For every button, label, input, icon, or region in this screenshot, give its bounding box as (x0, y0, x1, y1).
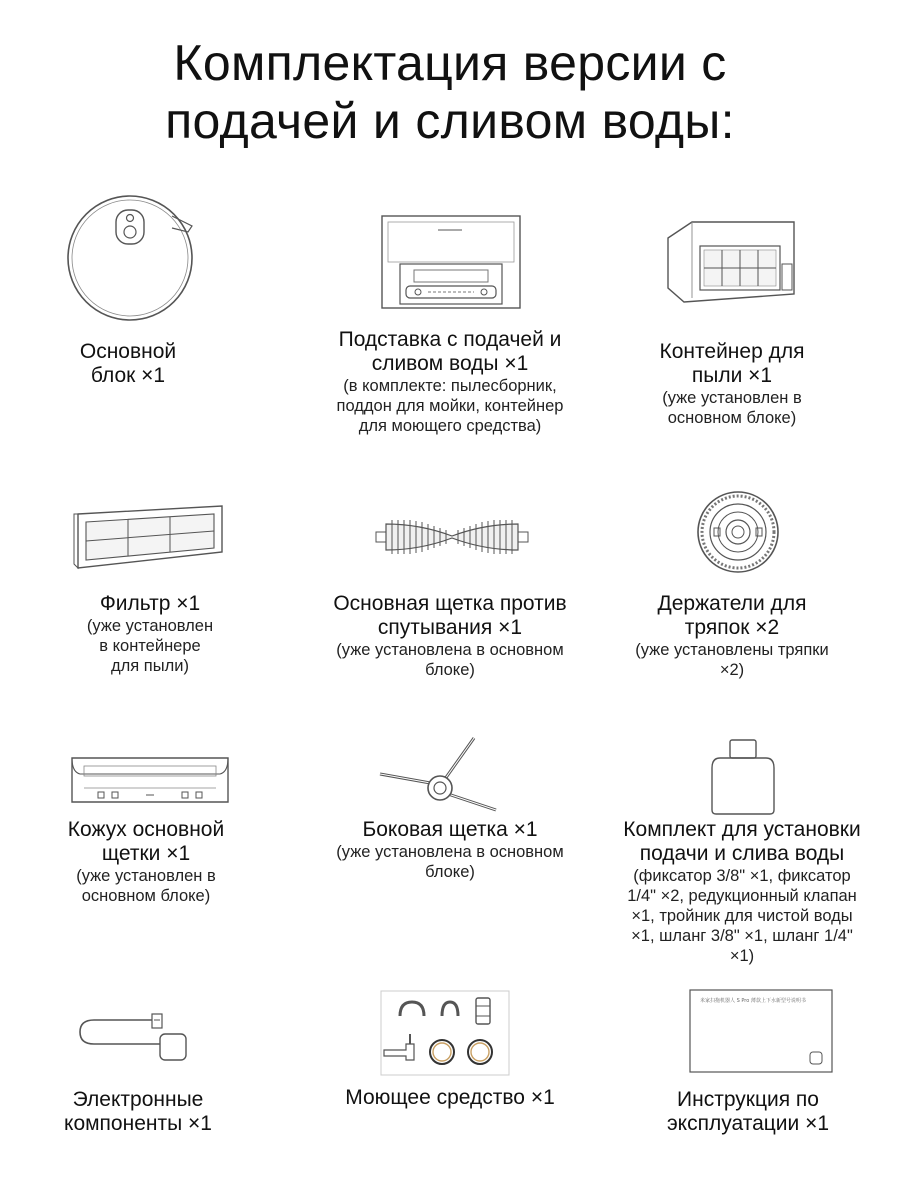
item-name: Моющее средство ×1 (345, 1086, 555, 1109)
item-name: Основная щетка против спутывания ×1 (333, 592, 567, 639)
item-docking-station (300, 328, 600, 436)
filter-icon (70, 502, 230, 579)
item-name: Основной блок ×1 (79, 340, 177, 387)
page-title (0, 34, 900, 150)
item-name: Подставка с подачей и сливом воды ×1 (338, 328, 562, 375)
item-filter (0, 592, 300, 676)
item-name: Инструкция по эксплуатации ×1 (666, 1088, 830, 1135)
item-note: (уже установлен в контейнере для пыли) (86, 617, 214, 675)
item-note: (фиксатор 3/8" ×1, фиксатор 1/4" ×2, редукционный клапан ×1, тройник для чистой воды ×1, шланг 3/8" ×1, шланг 1/4" ×1) (627, 867, 857, 965)
robot-vacuum-icon (60, 188, 210, 333)
brush-cover-icon (68, 752, 232, 815)
item-note: (уже установлены тряпки ×2) (635, 641, 829, 679)
item-main-brush (300, 592, 600, 680)
water-kit-parts-icon (380, 990, 510, 1081)
item-name: Электронные компоненты ×1 (64, 1088, 212, 1135)
item-dust-bin (582, 340, 882, 428)
mop-holder-icon (694, 488, 782, 581)
manual-cover-text: 米家扫拖机器人 S Pro 薄款上下水新型号说明书 (700, 998, 806, 1004)
item-mop-holders (582, 592, 882, 680)
main-brush-icon (374, 510, 530, 567)
page-title-line-1: Комплектация версии с (173, 35, 727, 91)
item-brush-cover (0, 818, 296, 906)
manual-icon (688, 988, 834, 1079)
item-name: Контейнер для пыли ×1 (659, 340, 805, 387)
item-note: (уже установлен в основном блоке) (662, 389, 802, 427)
item-note: (уже установлена в основном блоке) (336, 843, 564, 881)
item-name: Комплект для установки подачи и слива воды (623, 818, 861, 865)
dust-bin-icon (664, 218, 800, 311)
item-main-unit (0, 340, 278, 388)
item-name: Боковая щетка ×1 (362, 818, 538, 841)
power-cable-icon (74, 1010, 194, 1071)
item-note: (уже установлена в основном блоке) (336, 641, 564, 679)
item-name: Кожух основной щетки ×1 (67, 818, 225, 865)
item-manual (598, 1088, 898, 1136)
item-side-brush (300, 818, 600, 882)
item-name: Фильтр ×1 (99, 592, 201, 615)
item-note: (уже установлен в основном блоке) (76, 867, 216, 905)
item-name: Держатели для тряпок ×2 (657, 592, 807, 639)
item-electronics (0, 1088, 288, 1136)
side-brush-icon (376, 734, 500, 825)
item-note: (в комплекте: пылесборник, поддон для мойки, контейнер для моющего средства) (336, 377, 564, 435)
docking-station-icon (378, 212, 524, 317)
item-detergent (300, 1086, 600, 1110)
detergent-bottle-icon (708, 736, 778, 821)
item-water-kit (592, 818, 892, 966)
page-title-line-2: подачей и сливом воды: (165, 93, 735, 149)
